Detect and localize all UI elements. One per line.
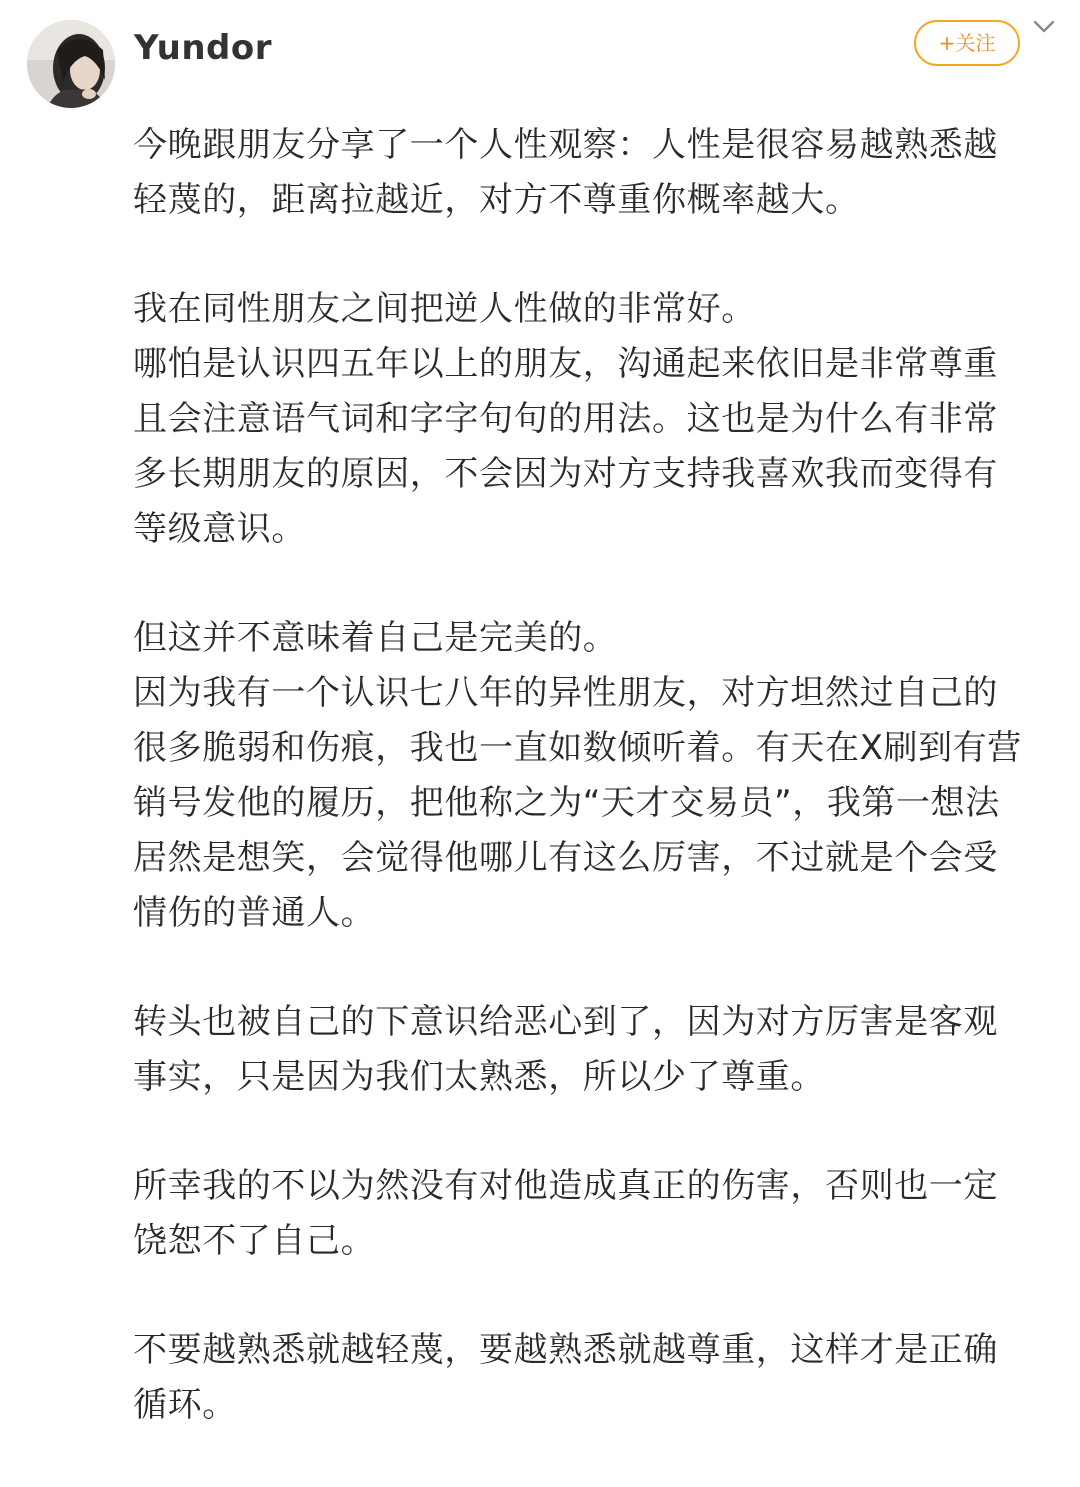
follow-button[interactable]: +关注 [914, 20, 1020, 66]
post-paragraph [133, 995, 1063, 1105]
post-text-line: 因为我有一个认识七八年的异性朋友，对方坦然过自己的 [133, 673, 998, 713]
post-paragraph [133, 282, 1063, 557]
post-text-line: 情伤的普通人。 [133, 893, 376, 933]
post-paragraph [133, 118, 1063, 228]
post-text-line: 转头也被自己的下意识给恶心到了，因为对方厉害是客观 [133, 1002, 998, 1042]
post-text-line: 我在同性朋友之间把逆人性做的非常好。 [133, 289, 756, 329]
post-text-line: 饶恕不了自己。 [133, 1221, 376, 1261]
post-text-line: 不要越熟悉就越轻蔑，要越熟悉就越尊重，这样才是正确 [133, 1330, 998, 1370]
post-text-line: 且会注意语气词和字字句句的用法。这也是为什么有非常 [133, 399, 998, 439]
post-text-line: 销号发他的履历，把他称之为“天才交易员”，我第一想法 [133, 783, 1000, 823]
post-text-line: 居然是想笑，会觉得他哪儿有这么厉害，不过就是个会受 [133, 838, 998, 878]
post-text-line: 所幸我的不以为然没有对他造成真正的伤害，否则也一定 [133, 1166, 998, 1206]
post-body [133, 118, 1063, 1487]
post-text-line: 事实，只是因为我们太熟悉，所以少了尊重。 [133, 1057, 825, 1097]
post-text-line: 但这并不意味着自己是完美的。 [133, 618, 618, 658]
post-paragraph [133, 1159, 1063, 1269]
post-text-line: 哪怕是认识四五年以上的朋友，沟通起来依旧是非常尊重 [133, 344, 998, 384]
avatar[interactable] [27, 20, 115, 108]
post-text-line: 今晚跟朋友分享了一个人性观察：人性是很容易越熟悉越 [133, 125, 998, 165]
post-text-line: 循环。 [133, 1385, 237, 1425]
post-text-line: 等级意识。 [133, 509, 306, 549]
avatar-photo-icon [27, 20, 115, 108]
post-header [0, 0, 1080, 120]
chevron-down-icon[interactable] [1030, 12, 1058, 40]
post-text-line: 轻蔑的，距离拉越近，对方不尊重你概率越大。 [133, 180, 860, 220]
author-name[interactable]: Yundor [134, 28, 273, 68]
post-paragraph [133, 1323, 1063, 1433]
post-paragraph [133, 611, 1063, 941]
post-text-line: 多长期朋友的原因，不会因为对方支持我喜欢我而变得有 [133, 454, 998, 494]
post-text-line: 很多脆弱和伤痕，我也一直如数倾听着。有天在X刷到有营 [133, 728, 1022, 768]
